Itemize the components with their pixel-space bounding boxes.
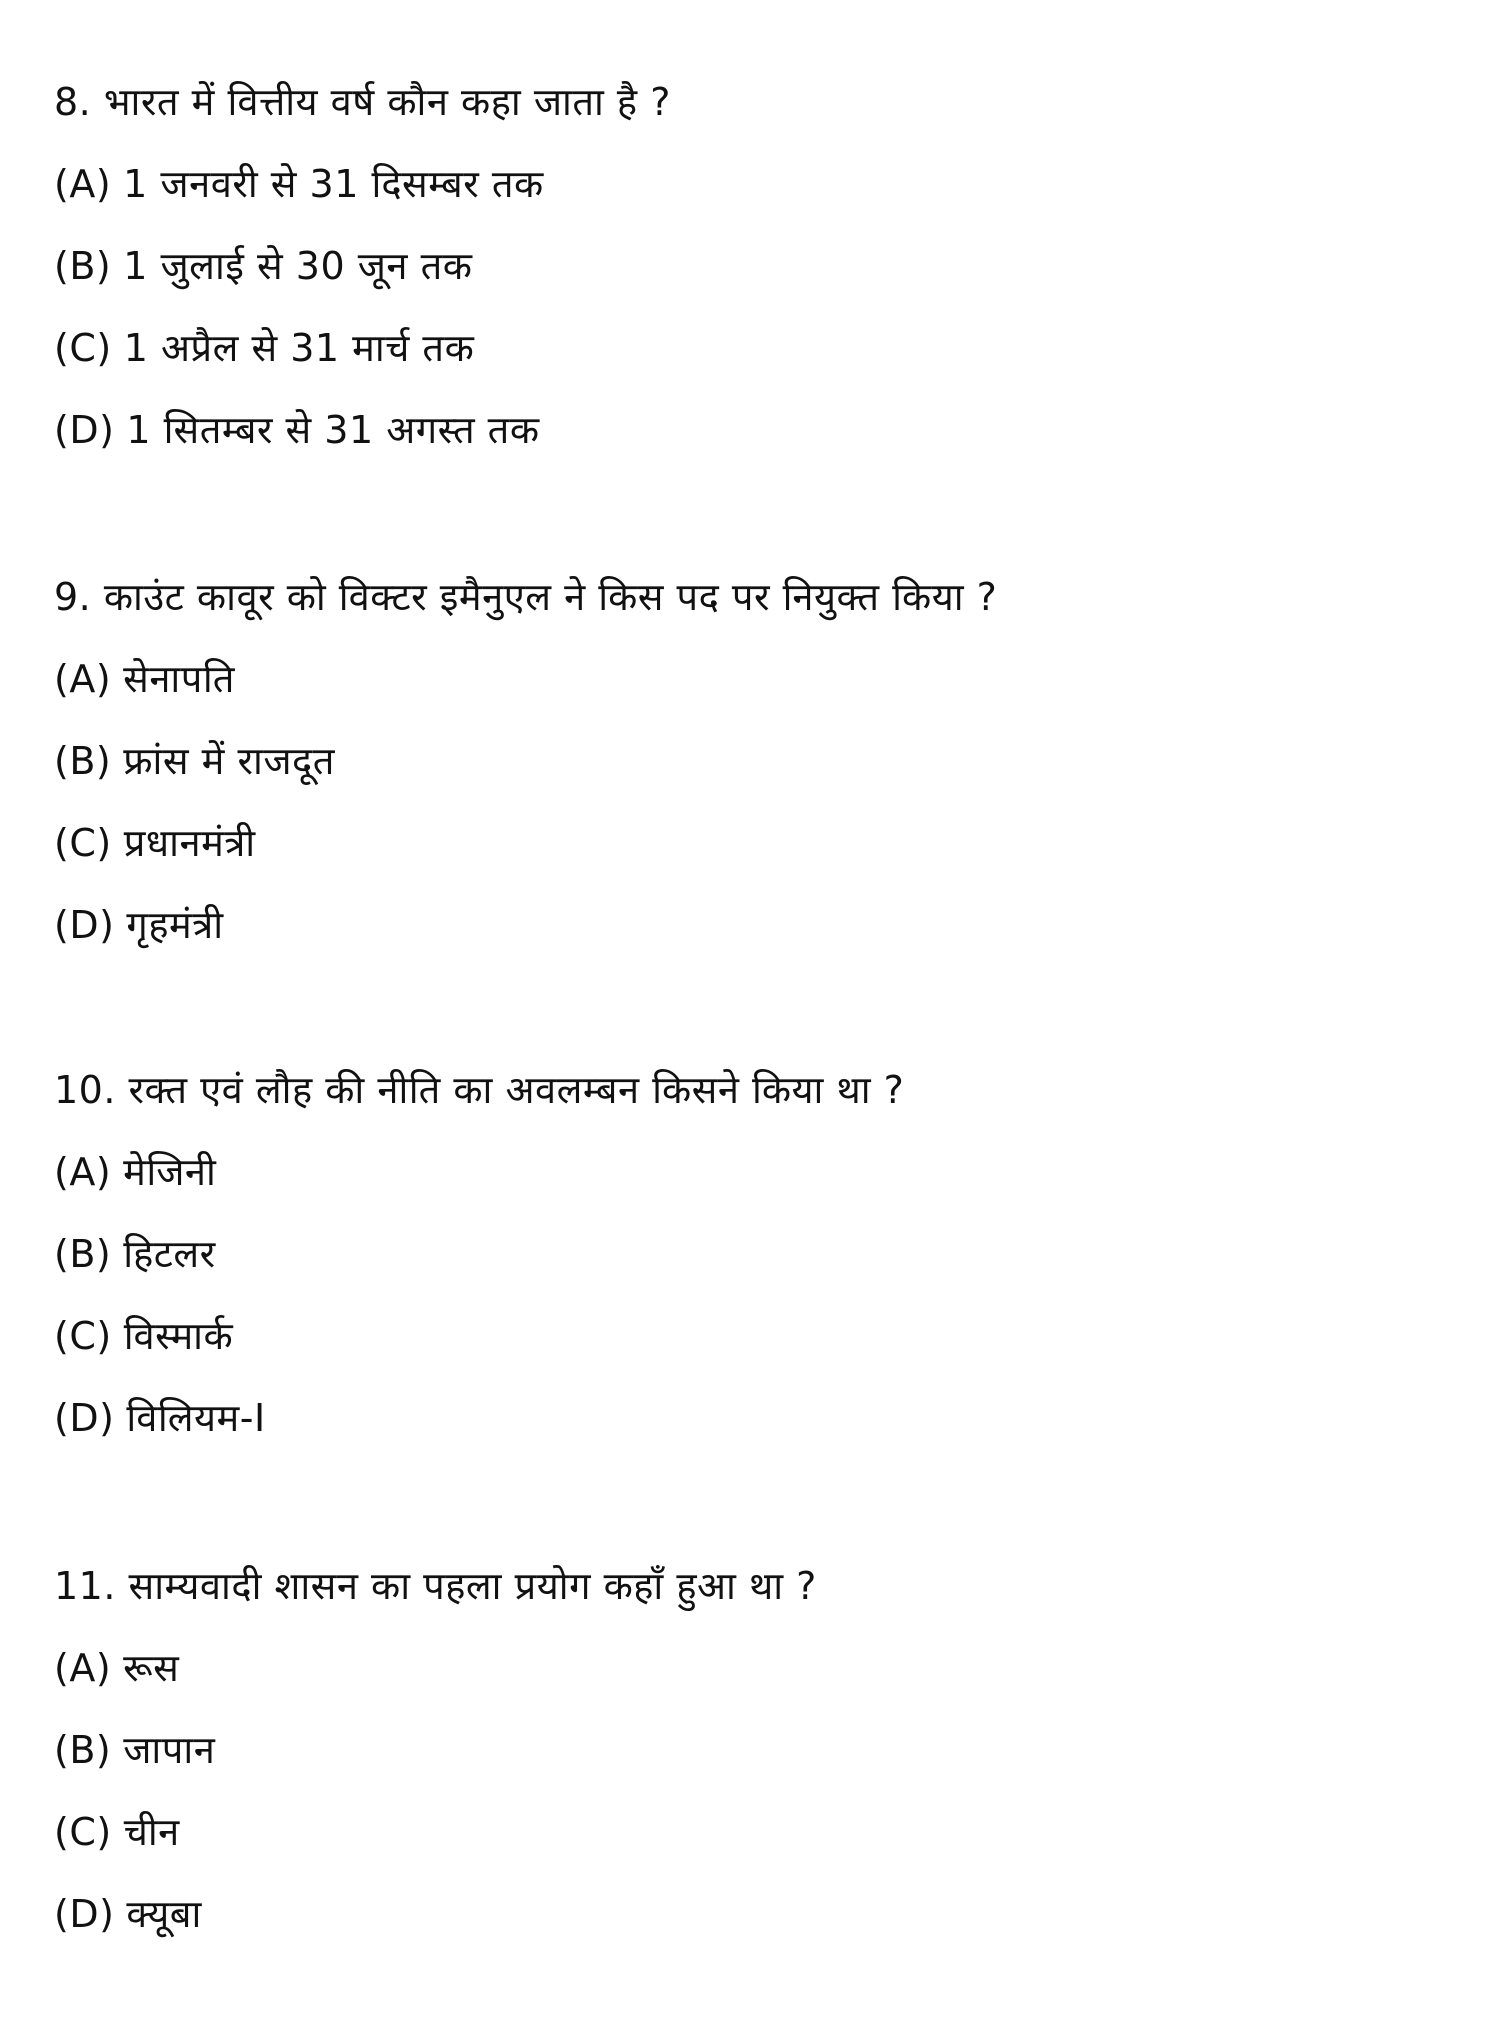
option-label: (A)	[54, 162, 112, 206]
option-text: रूस	[123, 1646, 180, 1690]
option-label: (A)	[54, 657, 112, 701]
option-label: (C)	[54, 1810, 112, 1854]
question-10	[54, 1064, 1454, 1474]
option-label: (C)	[54, 326, 112, 370]
option-a[interactable]	[54, 653, 1454, 705]
option-text: मेजिनी	[123, 1150, 217, 1194]
option-a[interactable]	[54, 1642, 1454, 1694]
option-label: (C)	[54, 821, 112, 865]
option-a[interactable]	[54, 1146, 1454, 1198]
option-b[interactable]	[54, 735, 1454, 787]
option-text: सेनापति	[123, 657, 235, 701]
option-c[interactable]	[54, 817, 1454, 869]
option-label: (A)	[54, 1646, 112, 1690]
option-label: (D)	[54, 903, 115, 947]
option-text: 1 अप्रैल से 31 मार्च तक	[123, 326, 475, 370]
question-text: 8. भारत में वित्तीय वर्ष कौन कहा जाता है ?	[54, 80, 671, 124]
question-text: 11. साम्यवादी शासन का पहला प्रयोग कहाँ हुआ था ?	[54, 1564, 817, 1608]
option-text: 1 जनवरी से 31 दिसम्बर तक	[123, 162, 544, 206]
question-text: 9. काउंट कावूर को विक्टर इमैनुएल ने किस पद पर नियुक्त किया ?	[54, 575, 998, 619]
question-11	[54, 1560, 1454, 1970]
option-d[interactable]	[54, 404, 1454, 456]
option-text: 1 जुलाई से 30 जून तक	[123, 244, 473, 288]
option-b[interactable]	[54, 1228, 1454, 1280]
option-text: क्यूबा	[126, 1892, 202, 1936]
option-text: हिटलर	[123, 1232, 216, 1276]
option-a[interactable]	[54, 158, 1454, 210]
option-b[interactable]	[54, 1724, 1454, 1776]
option-label: (C)	[54, 1314, 112, 1358]
option-text: चीन	[123, 1810, 180, 1854]
option-d[interactable]	[54, 1888, 1454, 1940]
option-d[interactable]	[54, 1392, 1454, 1444]
option-label: (B)	[54, 739, 112, 783]
option-label: (D)	[54, 1396, 115, 1440]
option-label: (B)	[54, 1232, 112, 1276]
option-text: गृहमंत्री	[126, 903, 224, 947]
option-text: जापान	[123, 1728, 216, 1772]
option-text: 1 सितम्बर से 31 अगस्त तक	[126, 408, 540, 452]
option-text: फ्रांस में राजदूत	[123, 739, 335, 783]
option-text: विलियम-I	[126, 1396, 266, 1440]
option-c[interactable]	[54, 1806, 1454, 1858]
option-text: प्रधानमंत्री	[123, 821, 256, 865]
question-text: 10. रक्त एवं लौह की नीति का अवलम्बन किसने किया था ?	[54, 1068, 905, 1112]
option-text: विस्मार्क	[123, 1314, 234, 1358]
option-b[interactable]	[54, 240, 1454, 292]
option-label: (B)	[54, 244, 112, 288]
question-9	[54, 571, 1454, 981]
option-label: (D)	[54, 1892, 115, 1936]
option-d[interactable]	[54, 899, 1454, 951]
option-label: (A)	[54, 1150, 112, 1194]
option-c[interactable]	[54, 322, 1454, 374]
question-8	[54, 76, 1454, 486]
option-label: (D)	[54, 408, 115, 452]
option-c[interactable]	[54, 1310, 1454, 1362]
option-label: (B)	[54, 1728, 112, 1772]
